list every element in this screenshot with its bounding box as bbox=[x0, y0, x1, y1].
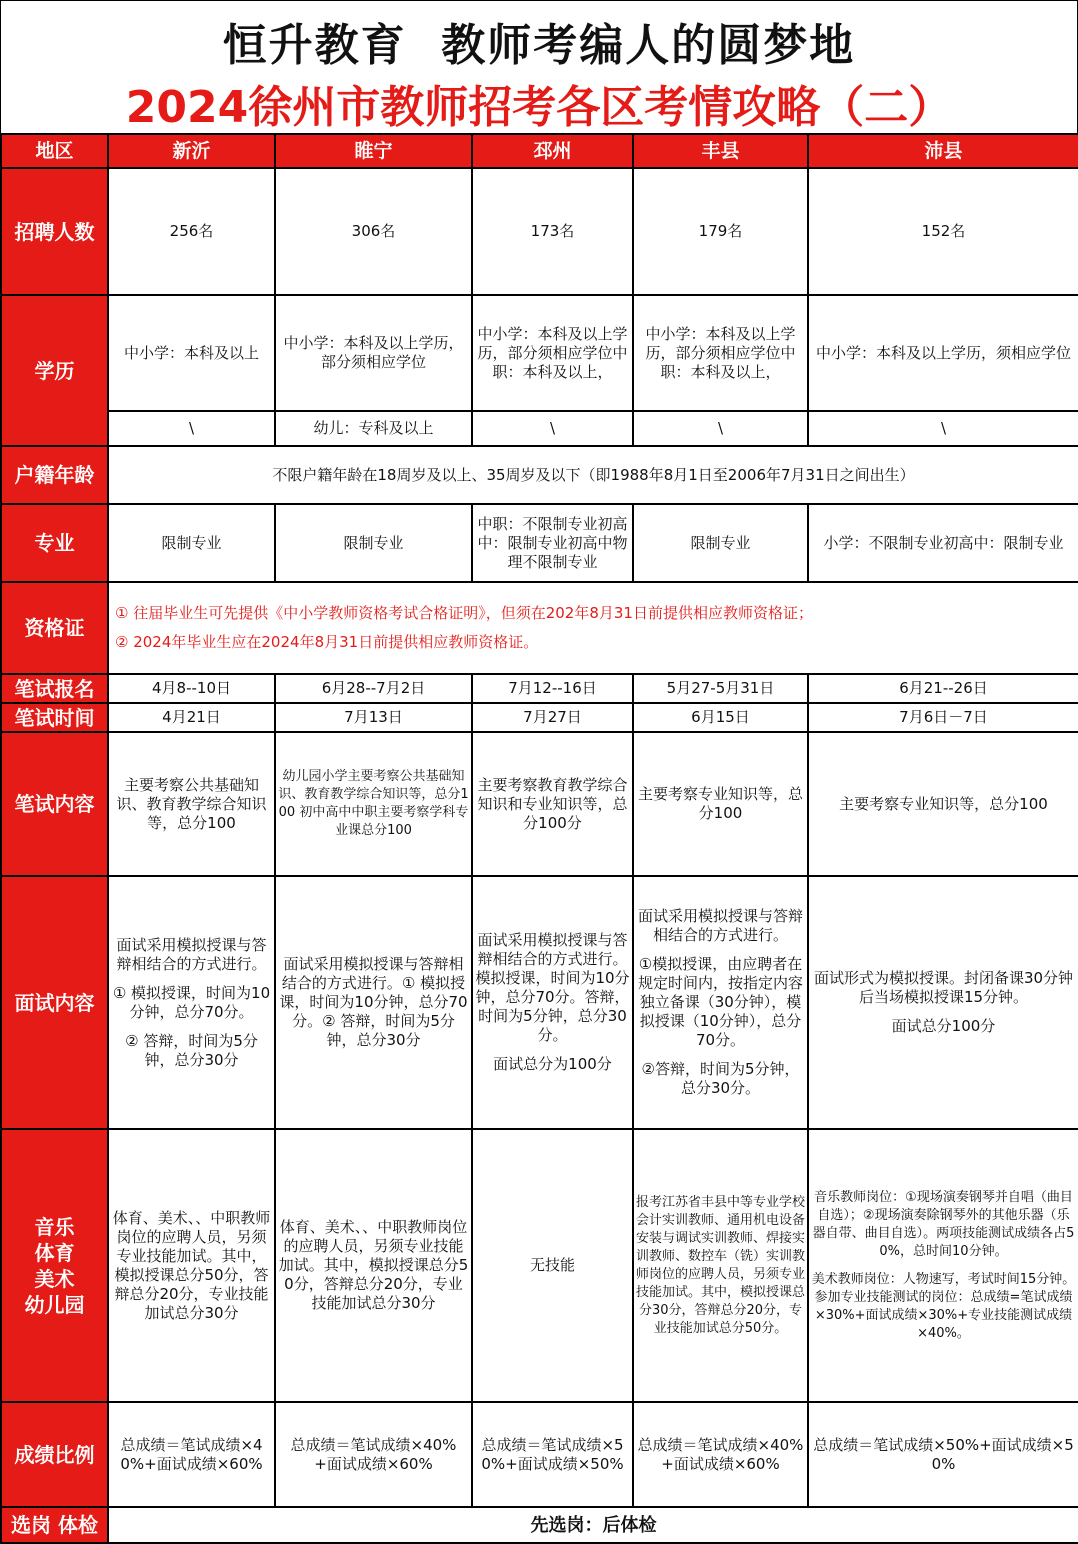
cell-text: 面试总分100分 bbox=[891, 1017, 996, 1035]
cell-text: ①模拟授课，由应聘者在规定时间内，按指定内容独立备课（30分钟），模拟授课（10分钟），总分70分。 bbox=[637, 955, 803, 1049]
row-label-line: 美术 bbox=[34, 1266, 75, 1291]
table-row bbox=[1, 446, 1078, 504]
table-cell: 不限户籍年龄在18周岁及以上、35周岁及以下（即1988年8月1日至2006年7月31日之间出生） bbox=[108, 446, 1078, 504]
table-cell: 中职：不限制专业初高中：限制专业初高中物理不限制专业 bbox=[472, 504, 633, 582]
table-cell: 306名 bbox=[275, 168, 472, 295]
table-row bbox=[1, 295, 1078, 411]
column-header: 地区 bbox=[1, 134, 108, 168]
cell-text: ②答辩，时间为5分钟，总分30分。 bbox=[641, 1060, 800, 1097]
row-label-line: 音乐 bbox=[34, 1214, 75, 1239]
row-label-line: 体育 bbox=[34, 1240, 75, 1265]
table-cell: \ bbox=[472, 411, 633, 446]
cell-text: 体育、美术、、中职教师岗位的应聘人员，另须专业技能加试。其中，模拟授课总分50分，答辩总分20分，专业技能加试总分30分 bbox=[278, 1218, 469, 1312]
table-cell: 主要考察公共基础知识、教育教学综合知识等，总分100 bbox=[108, 732, 275, 876]
table-cell: 总成绩＝笔试成绩×40%+面试成绩×60% bbox=[275, 1402, 472, 1507]
table-cell: \ bbox=[808, 411, 1078, 446]
table-row bbox=[1, 674, 1078, 703]
row-label: 笔试时间 bbox=[1, 703, 108, 732]
table-cell: 限制专业 bbox=[633, 504, 808, 582]
table-cell: 256名 bbox=[108, 168, 275, 295]
table-cell: 主要考察教育教学综合知识和专业知识等，总分100分 bbox=[472, 732, 633, 876]
row-label bbox=[1, 1129, 108, 1402]
table-cell: 幼儿：专科及以上 bbox=[275, 411, 472, 446]
table-row bbox=[1, 168, 1078, 295]
table-row bbox=[1, 1129, 1078, 1402]
table-cell bbox=[808, 876, 1078, 1129]
cell-text: 体育、美术、、中职教师岗位的应聘人员，另须专业技能加试。其中，模拟授课总分50分，答辩总分20分，专业技能加试总分30分 bbox=[112, 1208, 271, 1322]
cell-text: 音乐教师岗位：①现场演奏钢琴并自唱（曲目自选）；②现场演奏除钢琴外的其他乐器（乐器自带、曲目自选）。两项技能测试成绩各占50%，总时间10分钟。 bbox=[812, 1189, 1075, 1259]
table-cell: 主要考察专业知识等，总分100 bbox=[633, 732, 808, 876]
table-cell: 6月15日 bbox=[633, 703, 808, 732]
row-label: 专业 bbox=[1, 504, 108, 582]
cert-note: ② 2024年毕业生应在2024年8月31日前提供相应教师资格证。 bbox=[115, 633, 539, 651]
header-row bbox=[1, 134, 1078, 168]
cell-text: 面试形式为模拟授课。封闭备课30分钟后当场模拟授课15分钟。 bbox=[813, 969, 1074, 1006]
cell-text: 面试采用模拟授课与答辩相结合的方式进行。 bbox=[637, 907, 803, 944]
table-row bbox=[1, 1507, 1078, 1543]
table-cell: 179名 bbox=[633, 168, 808, 295]
table-cell: 中小学：本科及以上 bbox=[108, 295, 275, 411]
column-header: 邳州 bbox=[472, 134, 633, 168]
table-cell: 总成绩＝笔试成绩×40%+面试成绩×60% bbox=[108, 1402, 275, 1507]
table-cell: 152名 bbox=[808, 168, 1078, 295]
cell-text: ② 答辩，时间为5分钟，总分30分 bbox=[125, 1031, 258, 1069]
column-header: 丰县 bbox=[633, 134, 808, 168]
row-label: 笔试报名 bbox=[1, 674, 108, 703]
table-cell: 幼儿园小学主要考察公共基础知识、教育教学综合知识等，总分100 初中高中中职主要考察学科专业课总分100 bbox=[275, 732, 472, 876]
table-row bbox=[1, 411, 1078, 446]
table-cell: \ bbox=[633, 411, 808, 446]
column-header: 新沂 bbox=[108, 134, 275, 168]
table-cell: 总成绩＝笔试成绩×40%+面试成绩×60% bbox=[633, 1402, 808, 1507]
table-cell bbox=[633, 876, 808, 1129]
table-cell: 中小学：本科及以上学历，部分须相应学位中职：本科及以上， bbox=[633, 295, 808, 411]
table-cell: 中小学：本科及以上学历，须相应学位 bbox=[808, 295, 1078, 411]
cell-text: 美术教师岗位：人物速写，考试时间15分钟。参加专业技能测试的岗位：总成绩=笔试成绩×30%+面试成绩×30%+专业技能测试成绩×40%。 bbox=[811, 1271, 1076, 1341]
table-cell: 4月8--10日 bbox=[108, 674, 275, 703]
table-cell: 中小学：本科及以上学历，部分须相应学位 bbox=[275, 295, 472, 411]
cell-text: 面试采用模拟授课与答辩相结合的方式进行。① 模拟授课，时间为10分钟，总分70分。② 答辩，时间为5分钟，总分30分 bbox=[279, 955, 468, 1049]
cell-text: 报考江苏省丰县中等专业学校会计实训教师、通用机电设备安装与调试实训教师、焊接实训教师、数控车（铣）实训教师岗位的应聘人员，另须专业技能加试。其中，模拟授课总分30分，答辩总分20分，专业技能加试总分50分。 bbox=[636, 1194, 806, 1336]
table-cell bbox=[275, 876, 472, 1129]
table-cell: 7月12--16日 bbox=[472, 674, 633, 703]
poster-title: 恒升教育 教师考编人的圆梦地 bbox=[222, 20, 856, 71]
table-cell: 限制专业 bbox=[275, 504, 472, 582]
row-label: 学历 bbox=[1, 295, 108, 446]
table-cell: 173名 bbox=[472, 168, 633, 295]
column-header: 睢宁 bbox=[275, 134, 472, 168]
table-cell bbox=[275, 1129, 472, 1402]
table-cell bbox=[108, 876, 275, 1129]
table-cell: 6月28--7月2日 bbox=[275, 674, 472, 703]
table-row bbox=[1, 582, 1078, 674]
row-label: 成绩比例 bbox=[1, 1402, 108, 1507]
poster-subtitle: 2024徐州市教师招考各区考情攻略（二） bbox=[125, 82, 953, 133]
table-cell: 限制专业 bbox=[108, 504, 275, 582]
cell-text: 面试总分为100分 bbox=[493, 1055, 612, 1073]
table-row bbox=[1, 703, 1078, 732]
table-cell bbox=[108, 582, 1078, 674]
table-cell: 7月13日 bbox=[275, 703, 472, 732]
table-cell bbox=[472, 876, 633, 1129]
table-cell: 主要考察专业知识等，总分100 bbox=[808, 732, 1078, 876]
cert-note: ① 往届毕业生可先提供《中小学教师资格考试合格证明》，但须在202年8月31日前提供相应教师资格证； bbox=[115, 604, 813, 622]
table-cell: 7月27日 bbox=[472, 703, 633, 732]
table-cell bbox=[633, 1129, 808, 1402]
table-cell: 总成绩＝笔试成绩×50%+面试成绩×50% bbox=[808, 1402, 1078, 1507]
table-row bbox=[1, 1402, 1078, 1507]
table-cell: 先选岗：后体检 bbox=[108, 1507, 1078, 1543]
poster-header bbox=[0, 0, 1078, 133]
column-header: 沛县 bbox=[808, 134, 1078, 168]
row-label: 笔试内容 bbox=[1, 732, 108, 876]
table-cell: 小学：不限制专业初高中：限制专业 bbox=[808, 504, 1078, 582]
row-label-line: 幼儿园 bbox=[24, 1292, 85, 1317]
table-cell: 总成绩＝笔试成绩×50%+面试成绩×50% bbox=[472, 1402, 633, 1507]
row-label: 资格证 bbox=[1, 582, 108, 674]
table-cell: \ bbox=[108, 411, 275, 446]
table-cell bbox=[472, 1129, 633, 1402]
table-cell bbox=[108, 1129, 275, 1402]
table-row bbox=[1, 732, 1078, 876]
table-row bbox=[1, 504, 1078, 582]
cell-text: 面试采用模拟授课与答辩相结合的方式进行。模拟授课，时间为10分钟，总分70分。答辩，时间为5分钟，总分30分。 bbox=[475, 931, 630, 1044]
table-cell: 5月27-5月31日 bbox=[633, 674, 808, 703]
cell-text: ① 模拟授课，时间为10分钟，总分70分。 bbox=[112, 983, 271, 1021]
row-label: 面试内容 bbox=[1, 876, 108, 1129]
cell-text: 面试采用模拟授课与答辩相结合的方式进行。 bbox=[116, 935, 267, 973]
table-cell: 中小学：本科及以上学历，部分须相应学位中职：本科及以上， bbox=[472, 295, 633, 411]
cell-text: 无技能 bbox=[529, 1256, 575, 1274]
table-cell: 7月6日－7日 bbox=[808, 703, 1078, 732]
row-label: 招聘人数 bbox=[1, 168, 108, 295]
table-row bbox=[1, 876, 1078, 1129]
row-label: 户籍年龄 bbox=[1, 446, 108, 504]
exam-info-table bbox=[0, 133, 1078, 1544]
table-cell bbox=[808, 1129, 1078, 1402]
row-label: 选岗 体检 bbox=[1, 1507, 108, 1543]
table-cell: 6月21--26日 bbox=[808, 674, 1078, 703]
table-cell: 4月21日 bbox=[108, 703, 275, 732]
